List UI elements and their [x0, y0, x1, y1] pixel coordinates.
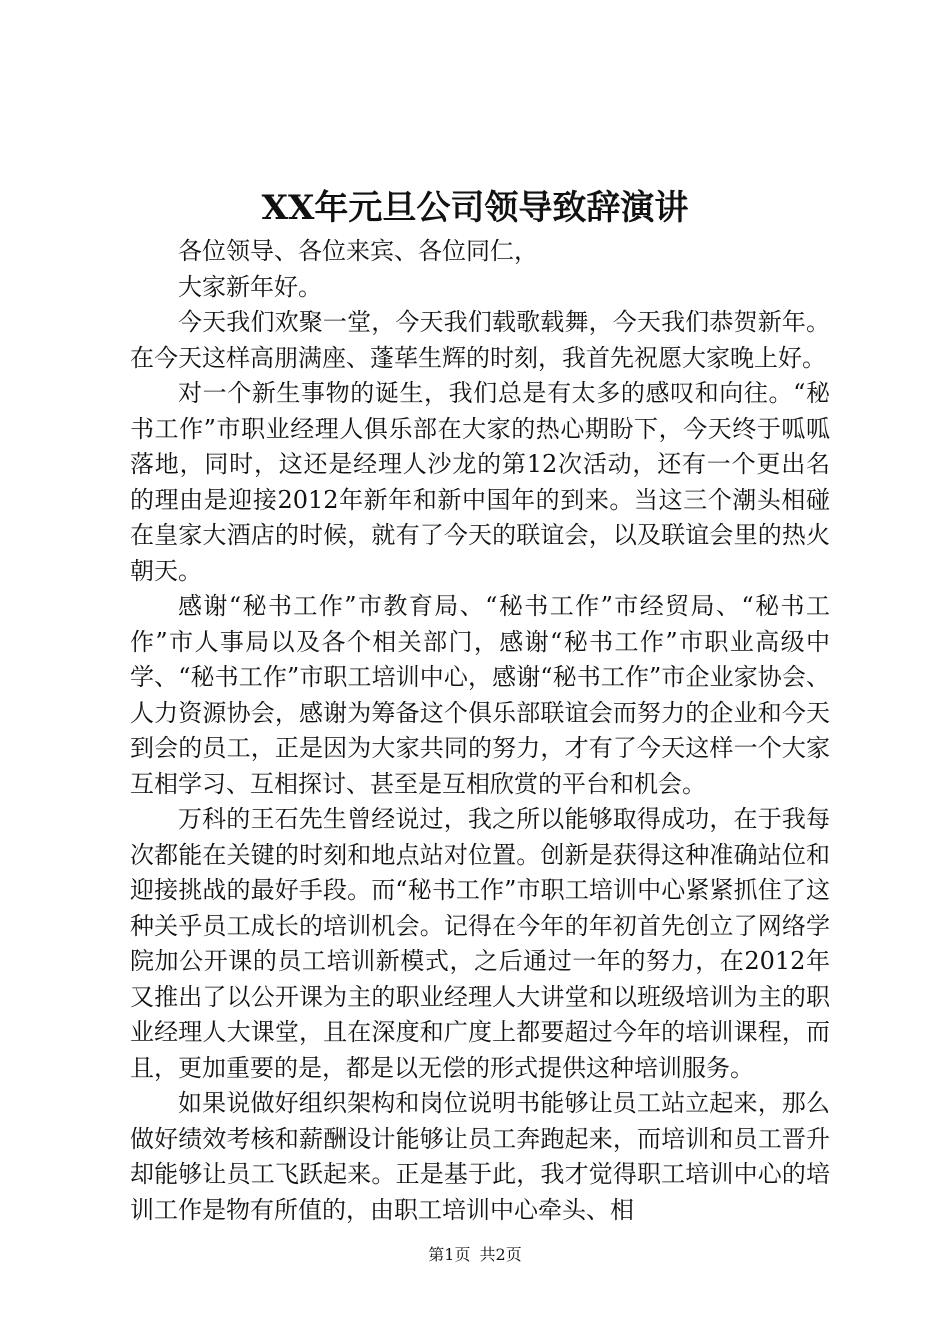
- body-paragraph: 今天我们欢聚一堂，今天我们载歌载舞，今天我们恭贺新年。在今天这样高朋满座、蓬荜生辉的时刻，我首先祝愿大家晚上好。: [130, 308, 830, 372]
- salutation-paragraph: 各位领导、各位来宾、各位同仁，: [178, 237, 538, 265]
- body-paragraph: 感谢“秘书工作”市教育局、“秘书工作”市经贸局、“秘书工作”市人事局以及各个相关部门，感谢“秘书工作”市职业高级中学、“秘书工作”市职工培训中心，感谢“秘书工作”市企业家协会、人力资源协会，感谢为筹备这个俱乐部联谊会而努力的企业和今天到会的员工，正是因为大家共同的努力，才有了今天这样一个大家互相学习、互相探讨、甚至是互相欣赏的平台和机会。: [130, 592, 830, 798]
- document-body: [130, 234, 830, 1228]
- document-title: XX年元旦公司领导致辞演讲: [261, 188, 689, 228]
- body-paragraph: 万科的王石先生曾经说过，我之所以能够取得成功，在于我每次都能在关键的时刻和地点站对位置。创新是获得这种准确站位和迎接挑战的最好手段。而“秘书工作”市职工培训中心紧紧抓住了这种关乎员工成长的培训机会。记得在今年的年初首先创立了网络学院加公开课的员工培训新模式，之后通过一年的努力，在2012年又推出了以公开课为主的职业经理人大讲堂和以班级培训为主的职业经理人大课堂，且在深度和广度上都要超过今年的培训课程，而且，更加重要的是，都是以无偿的形式提供这种培训服务。: [130, 805, 830, 1082]
- greeting-paragraph: 大家新年好。: [178, 272, 322, 301]
- page-footer: [0, 1244, 950, 1266]
- page-number-current: 第1页: [428, 1245, 471, 1264]
- body-paragraph: 如果说做好组织架构和岗位说明书能够让员工站立起来，那么做好绩效考核和薪酬设计能够让员工奔跑起来，而培训和员工晋升却能够让员工飞跃起来。正是基于此，我才觉得职工培训中心的培训工作是物有所值的，由职工培训中心牵头、相: [130, 1089, 830, 1224]
- body-paragraph: 对一个新生事物的诞生，我们总是有太多的感叹和向往。“秘书工作”市职业经理人俱乐部在大家的热心期盼下，今天终于呱呱落地，同时，这还是经理人沙龙的第12次活动，还有一个更出名的理由是迎接2012年新年和新中国年的到来。当这三个潮头相碰在皇家大酒店的时候，就有了今天的联谊会，以及联谊会里的热火朝天。: [130, 379, 830, 585]
- page-number-total: 共2页: [479, 1245, 522, 1264]
